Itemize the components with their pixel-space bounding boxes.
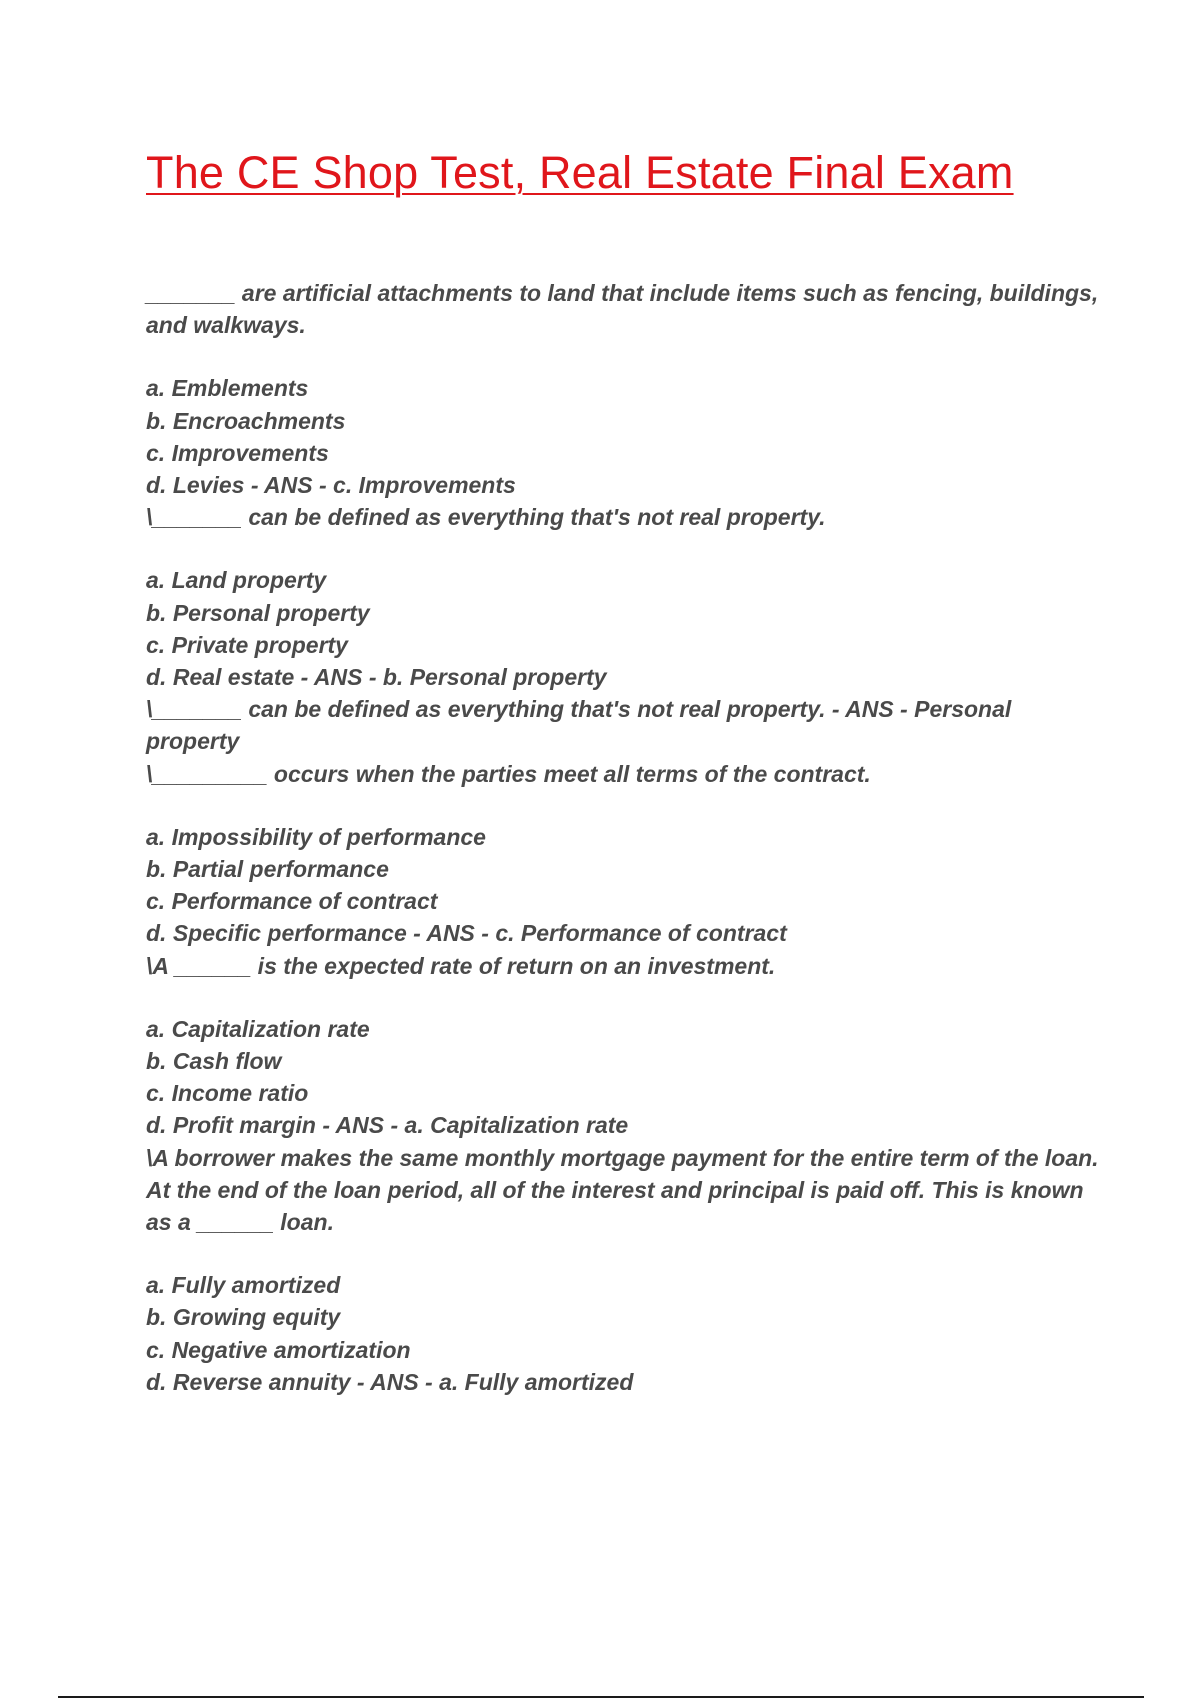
option: b. Partial performance xyxy=(146,856,389,883)
option-with-answer: d. Levies - ANS - c. Improvements xyxy=(146,472,516,499)
option-with-answer: d. Specific performance - ANS - c. Performance of contract xyxy=(146,920,787,947)
options-5 xyxy=(146,1269,1106,1398)
page-title: The CE Shop Test, Real Estate Final Exam xyxy=(146,147,1014,198)
option: a. Land property xyxy=(146,567,327,594)
option: a. Capitalization rate xyxy=(146,1015,370,1042)
options-1 xyxy=(146,372,1106,501)
option-with-answer: d. Profit margin - ANS - a. Capitalization rate xyxy=(146,1112,629,1139)
question-1: _______ are artificial attachments to land that include items such as fencing, buildings, and walkways. xyxy=(146,280,1099,339)
footer-divider xyxy=(58,1696,1144,1698)
option: b. Personal property xyxy=(146,599,370,626)
options-2 xyxy=(146,564,1106,693)
option: c. Improvements xyxy=(146,439,329,466)
option: b. Growing equity xyxy=(146,1304,341,1331)
exam-content xyxy=(146,277,1106,1398)
options-4 xyxy=(146,1013,1106,1142)
question-4: \A ______ is the expected rate of return on an investment. xyxy=(146,952,776,979)
option: c. Negative amortization xyxy=(146,1336,411,1363)
option: c. Performance of contract xyxy=(146,888,438,915)
option: a. Fully amortized xyxy=(146,1272,341,1299)
option: a. Emblements xyxy=(146,375,309,402)
option: b. Cash flow xyxy=(146,1048,282,1075)
question-5: \A borrower makes the same monthly mortgage payment for the entire term of the loan. At the end of the loan period, all of the interest and principal is paid off. This is known as a ______ loan. xyxy=(146,1144,1099,1236)
option-with-answer: d. Real estate - ANS - b. Personal property xyxy=(146,664,607,691)
option: a. Impossibility of performance xyxy=(146,823,486,850)
option: b. Encroachments xyxy=(146,407,346,434)
question-2: \_______ can be defined as everything that's not real property. xyxy=(146,504,826,531)
option-with-answer: d. Reverse annuity - ANS - a. Fully amortized xyxy=(146,1368,634,1395)
options-3 xyxy=(146,821,1106,950)
answer-line: \_______ can be defined as everything that's not real property. - ANS - Personal property xyxy=(146,696,1012,755)
option: c. Income ratio xyxy=(146,1080,309,1107)
question-3: \_________ occurs when the parties meet all terms of the contract. xyxy=(146,760,871,787)
option: c. Private property xyxy=(146,631,348,658)
